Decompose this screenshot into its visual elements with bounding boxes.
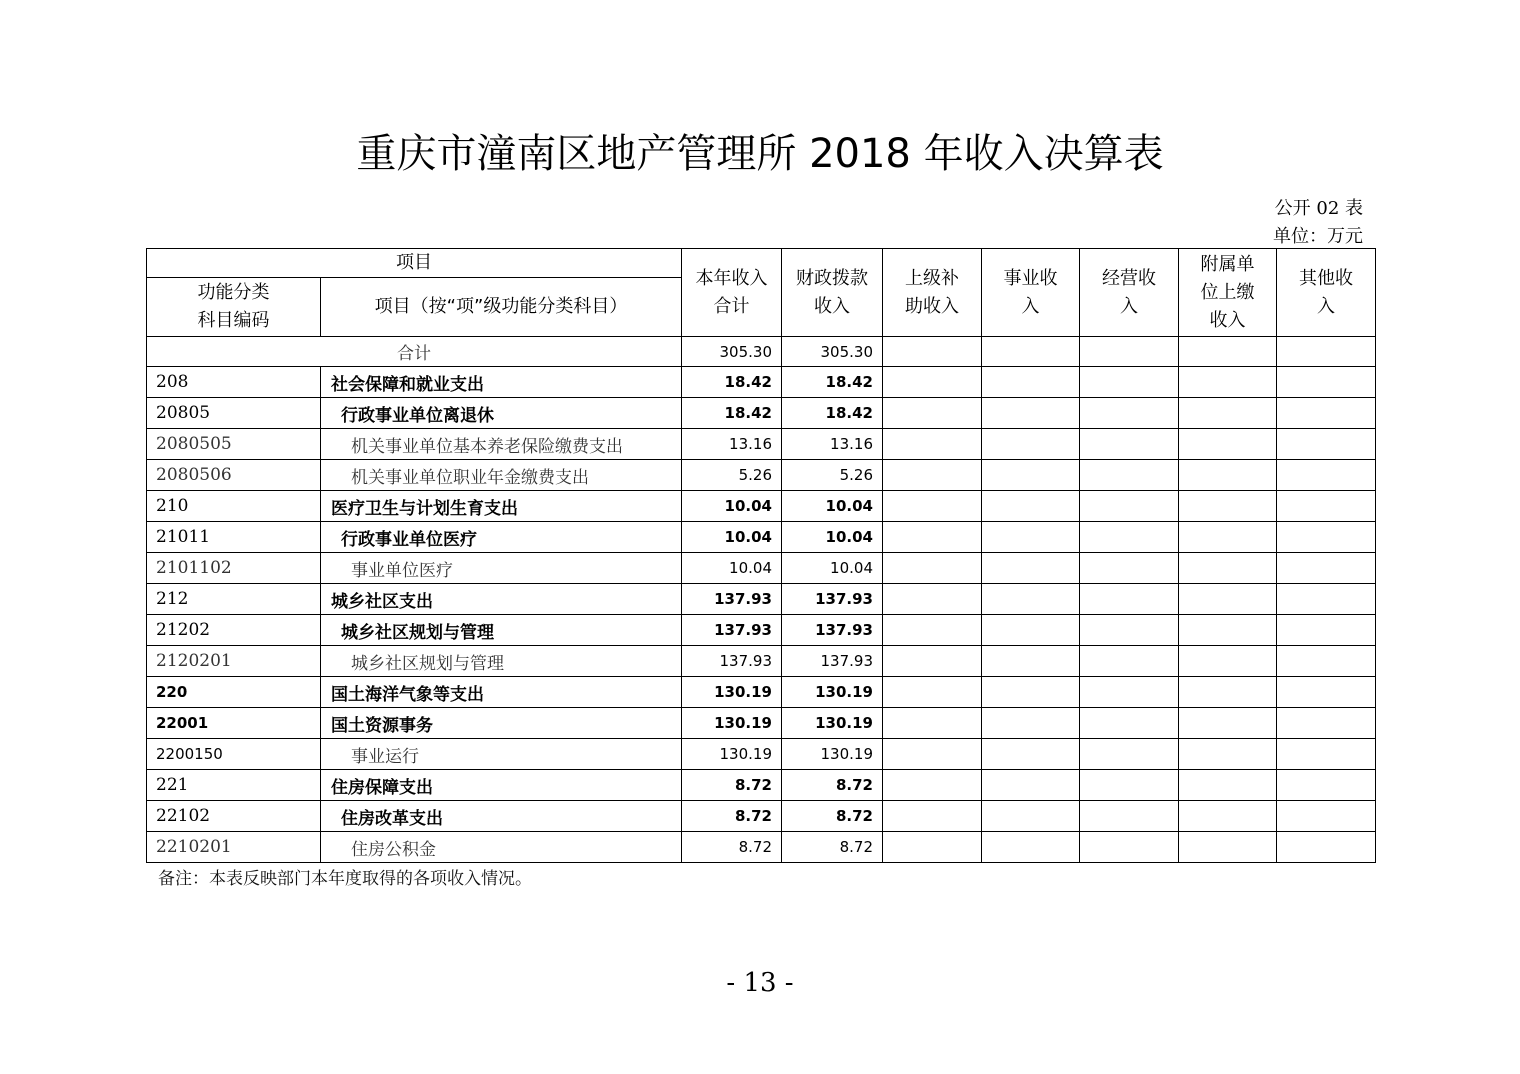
row-fiscal: 137.93 xyxy=(782,584,883,615)
row-fiscal: 130.19 xyxy=(782,739,883,770)
row-name: 国土资源事务 xyxy=(321,708,682,739)
header-fiscal: 财政拨款 收入 xyxy=(782,249,883,337)
total-label: 合计 xyxy=(147,337,682,367)
row-name: 城乡社区规划与管理 xyxy=(321,646,682,677)
row-total: 10.04 xyxy=(682,491,782,522)
row-code: 21011 xyxy=(147,522,321,553)
row-name: 国土海洋气象等支出 xyxy=(321,677,682,708)
row-name: 医疗卫生与计划生育支出 xyxy=(321,491,682,522)
row-total: 10.04 xyxy=(682,553,782,584)
table-row xyxy=(147,770,1376,801)
row-fiscal: 137.93 xyxy=(782,646,883,677)
row-name: 机关事业单位职业年金缴费支出 xyxy=(321,460,682,491)
row-name: 事业运行 xyxy=(321,739,682,770)
row-total: 130.19 xyxy=(682,677,782,708)
row-code: 212 xyxy=(147,584,321,615)
page-number: - 13 - xyxy=(726,968,794,998)
row-fiscal: 8.72 xyxy=(782,801,883,832)
unit-label: 单位：万元 xyxy=(1273,226,1363,247)
row-code: 208 xyxy=(147,367,321,398)
table-row xyxy=(147,646,1376,677)
table-row xyxy=(147,708,1376,739)
row-code: 2080506 xyxy=(147,460,321,491)
table-row xyxy=(147,584,1376,615)
page-title: 重庆市潼南区地产管理所 2018 年收入决算表 xyxy=(356,131,1164,177)
row-code: 220 xyxy=(147,677,321,708)
row-code: 20805 xyxy=(147,398,321,429)
row-total: 8.72 xyxy=(682,801,782,832)
row-total: 18.42 xyxy=(682,367,782,398)
row-fiscal: 18.42 xyxy=(782,398,883,429)
row-fiscal: 13.16 xyxy=(782,429,883,460)
header-business: 事业收 入 xyxy=(982,249,1080,337)
row-name: 行政事业单位医疗 xyxy=(321,522,682,553)
table-row xyxy=(147,739,1376,770)
row-code: 2080505 xyxy=(147,429,321,460)
row-name: 社会保障和就业支出 xyxy=(321,367,682,398)
row-name: 住房保障支出 xyxy=(321,770,682,801)
row-total: 137.93 xyxy=(682,646,782,677)
header-item-name: 项目（按“项”级功能分类科目） xyxy=(321,278,682,337)
row-total: 13.16 xyxy=(682,429,782,460)
table-row xyxy=(147,615,1376,646)
header-row-1 xyxy=(147,249,1376,278)
row-code: 22102 xyxy=(147,801,321,832)
row-fiscal: 137.93 xyxy=(782,615,883,646)
row-name: 机关事业单位基本养老保险缴费支出 xyxy=(321,429,682,460)
row-name: 城乡社区规划与管理 xyxy=(321,615,682,646)
row-name: 行政事业单位离退休 xyxy=(321,398,682,429)
income-table xyxy=(146,248,1376,863)
row-code: 21202 xyxy=(147,615,321,646)
header-code: 功能分类 科目编码 xyxy=(147,278,321,337)
row-total: 5.26 xyxy=(682,460,782,491)
row-name: 住房公积金 xyxy=(321,832,682,863)
row-fiscal: 8.72 xyxy=(782,832,883,863)
row-total: 8.72 xyxy=(682,832,782,863)
row-code: 22001 xyxy=(147,708,321,739)
header-affiliated: 附属单 位上缴 收入 xyxy=(1179,249,1277,337)
row-total: 130.19 xyxy=(682,739,782,770)
row-code: 2200150 xyxy=(147,739,321,770)
total-sum: 305.30 xyxy=(682,337,782,367)
row-name: 事业单位医疗 xyxy=(321,553,682,584)
table-row xyxy=(147,801,1376,832)
row-code: 2210201 xyxy=(147,832,321,863)
row-fiscal: 18.42 xyxy=(782,367,883,398)
total-row xyxy=(147,337,1376,367)
row-fiscal: 8.72 xyxy=(782,770,883,801)
row-total: 137.93 xyxy=(682,615,782,646)
header-project: 项目 xyxy=(147,249,682,278)
table-row xyxy=(147,460,1376,491)
row-fiscal: 130.19 xyxy=(782,708,883,739)
header-other: 其他收 入 xyxy=(1277,249,1376,337)
row-total: 8.72 xyxy=(682,770,782,801)
form-number: 公开 02 表 xyxy=(1274,198,1363,219)
row-fiscal: 130.19 xyxy=(782,677,883,708)
header-operating: 经营收 入 xyxy=(1080,249,1179,337)
row-total: 130.19 xyxy=(682,708,782,739)
header-upper: 上级补 助收入 xyxy=(883,249,982,337)
row-name: 住房改革支出 xyxy=(321,801,682,832)
table-row xyxy=(147,429,1376,460)
row-code: 2120201 xyxy=(147,646,321,677)
row-code: 2101102 xyxy=(147,553,321,584)
table-row xyxy=(147,553,1376,584)
row-total: 18.42 xyxy=(682,398,782,429)
row-fiscal: 10.04 xyxy=(782,553,883,584)
table-row xyxy=(147,367,1376,398)
row-fiscal: 5.26 xyxy=(782,460,883,491)
header-total: 本年收入 合计 xyxy=(682,249,782,337)
row-fiscal: 10.04 xyxy=(782,522,883,553)
footnote: 备注：本表反映部门本年度取得的各项收入情况。 xyxy=(158,869,532,889)
row-total: 10.04 xyxy=(682,522,782,553)
row-fiscal: 10.04 xyxy=(782,491,883,522)
row-code: 210 xyxy=(147,491,321,522)
table-row xyxy=(147,398,1376,429)
row-code: 221 xyxy=(147,770,321,801)
table-row xyxy=(147,491,1376,522)
table-row xyxy=(147,832,1376,863)
row-name: 城乡社区支出 xyxy=(321,584,682,615)
row-total: 137.93 xyxy=(682,584,782,615)
total-fiscal: 305.30 xyxy=(782,337,883,367)
table-row xyxy=(147,677,1376,708)
table-row xyxy=(147,522,1376,553)
